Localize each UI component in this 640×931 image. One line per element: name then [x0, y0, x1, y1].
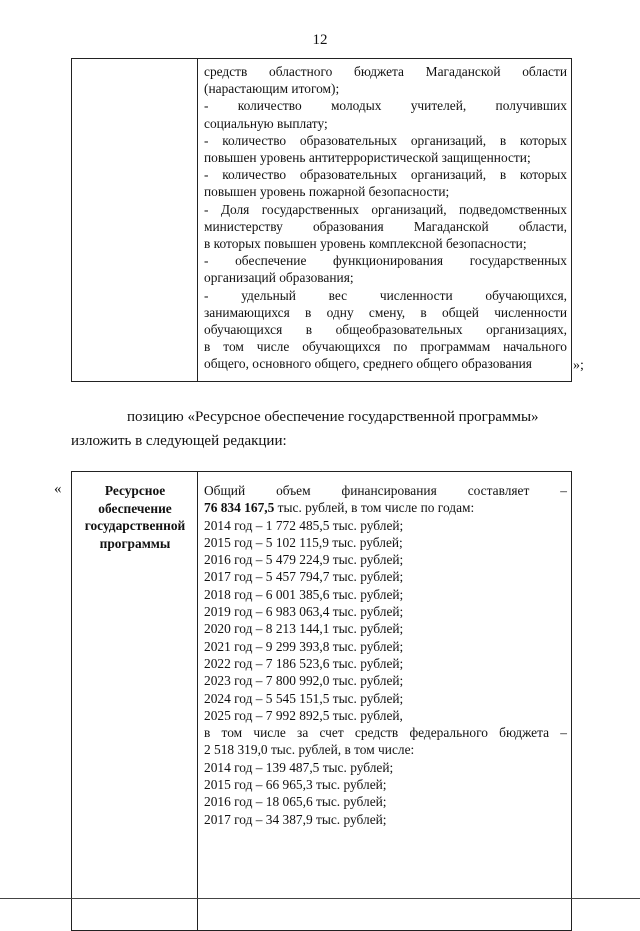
year-line: 2022 год – 7 186 523,6 тыс. рублей; [204, 655, 404, 671]
indicators-cell [204, 63, 567, 373]
indicator-line: - обеспечение функционирования государственных [204, 253, 567, 269]
paragraph-line-2: изложить в следующей редакции: [71, 433, 287, 449]
column-divider [197, 472, 198, 930]
indicator-line: - количество образовательных организаций, в которых [204, 167, 567, 183]
financing-intro: Общий объем финансирования составляет – [204, 483, 567, 498]
closing-quote: »; [573, 358, 584, 373]
indicator-line: повышен уровень пожарной безопасности; [204, 184, 450, 200]
federal-year-line: 2015 год – 66 965,3 тыс. рублей; [204, 777, 387, 793]
indicator-line: общего, основного общего, среднего общего образования [204, 356, 532, 372]
financing-total-line [204, 499, 567, 516]
year-line: 2015 год – 5 102 115,9 тыс. рублей; [204, 534, 403, 550]
federal-line: в том числе за счет средств федерального бюджета – [204, 725, 567, 741]
opening-quote: « [54, 481, 62, 497]
indicator-line: в том числе обучающихся по программам начального [204, 339, 567, 355]
page-bottom-border [0, 898, 640, 899]
year-line: 2021 год – 9 299 393,8 тыс. рублей; [204, 638, 404, 654]
label-line: обеспечение [98, 500, 172, 516]
label-line: государственной [84, 518, 186, 533]
year-line: 2025 год – 7 992 892,5 тыс. рублей, [204, 707, 403, 723]
federal-line: 2 518 319,0 тыс. рублей, в том числе: [204, 742, 415, 758]
indicator-line: социальную выплату; [204, 115, 328, 131]
year-line: 2018 год – 6 001 385,6 тыс. рублей; [204, 586, 404, 602]
label-line: программы [99, 535, 171, 551]
indicator-line: организаций образования; [204, 270, 354, 286]
resources-table [71, 471, 572, 931]
year-line: 2014 год – 1 772 485,5 тыс. рублей; [204, 517, 404, 533]
indicator-line: - количество образовательных организаций, в которых [204, 132, 567, 148]
indicator-line: (нарастающим итогом); [204, 81, 340, 97]
indicator-line: занимающихся в одну смену, в общей численности [204, 304, 567, 320]
resources-label [76, 482, 194, 552]
total-suffix: тыс. рублей, в том числе по годам: [274, 500, 475, 516]
federal-year-line: 2016 год – 18 065,6 тыс. рублей; [204, 794, 387, 810]
total-amount: 76 834 167,5 [204, 500, 275, 516]
financing-cell [204, 482, 567, 828]
indicator-line: - количество молодых учителей, получивших [204, 98, 567, 114]
indicator-line: обучающихся в общеобразовательных организациях, [204, 322, 567, 338]
indicator-line: министерству образования Магаданской области, [204, 218, 567, 234]
column-divider [197, 59, 198, 381]
federal-year-line: 2017 год – 34 387,9 тыс. рублей; [204, 811, 387, 827]
federal-year-line: 2014 год – 139 487,5 тыс. рублей; [204, 759, 394, 775]
indicators-table-fragment [71, 58, 572, 382]
year-line: 2019 год – 6 983 063,4 тыс. рублей; [204, 604, 404, 620]
year-line: 2016 год – 5 479 224,9 тыс. рублей; [204, 552, 404, 568]
year-line: 2024 год – 5 545 151,5 тыс. рублей; [204, 690, 404, 706]
indicator-line: средств областного бюджета Магаданской области [204, 64, 567, 79]
indicator-line: в которых повышен уровень комплексной безопасности; [204, 236, 527, 252]
year-line: 2017 год – 5 457 794,7 тыс. рублей; [204, 569, 404, 585]
page-number: 12 [312, 32, 328, 48]
indicator-line: - Доля государственных организаций, подведомственных [204, 201, 567, 217]
paragraph-line-1: позицию «Ресурсное обеспечение государственной программы» [127, 409, 539, 425]
indicator-line: повышен уровень антитеррористической защищенности; [204, 150, 531, 166]
year-line: 2023 год – 7 800 992,0 тыс. рублей; [204, 673, 404, 689]
year-line: 2020 год – 8 213 144,1 тыс. рублей; [204, 621, 404, 637]
label-line: Ресурсное [104, 483, 166, 498]
indicator-line: - удельный вес численности обучающихся, [204, 287, 567, 303]
